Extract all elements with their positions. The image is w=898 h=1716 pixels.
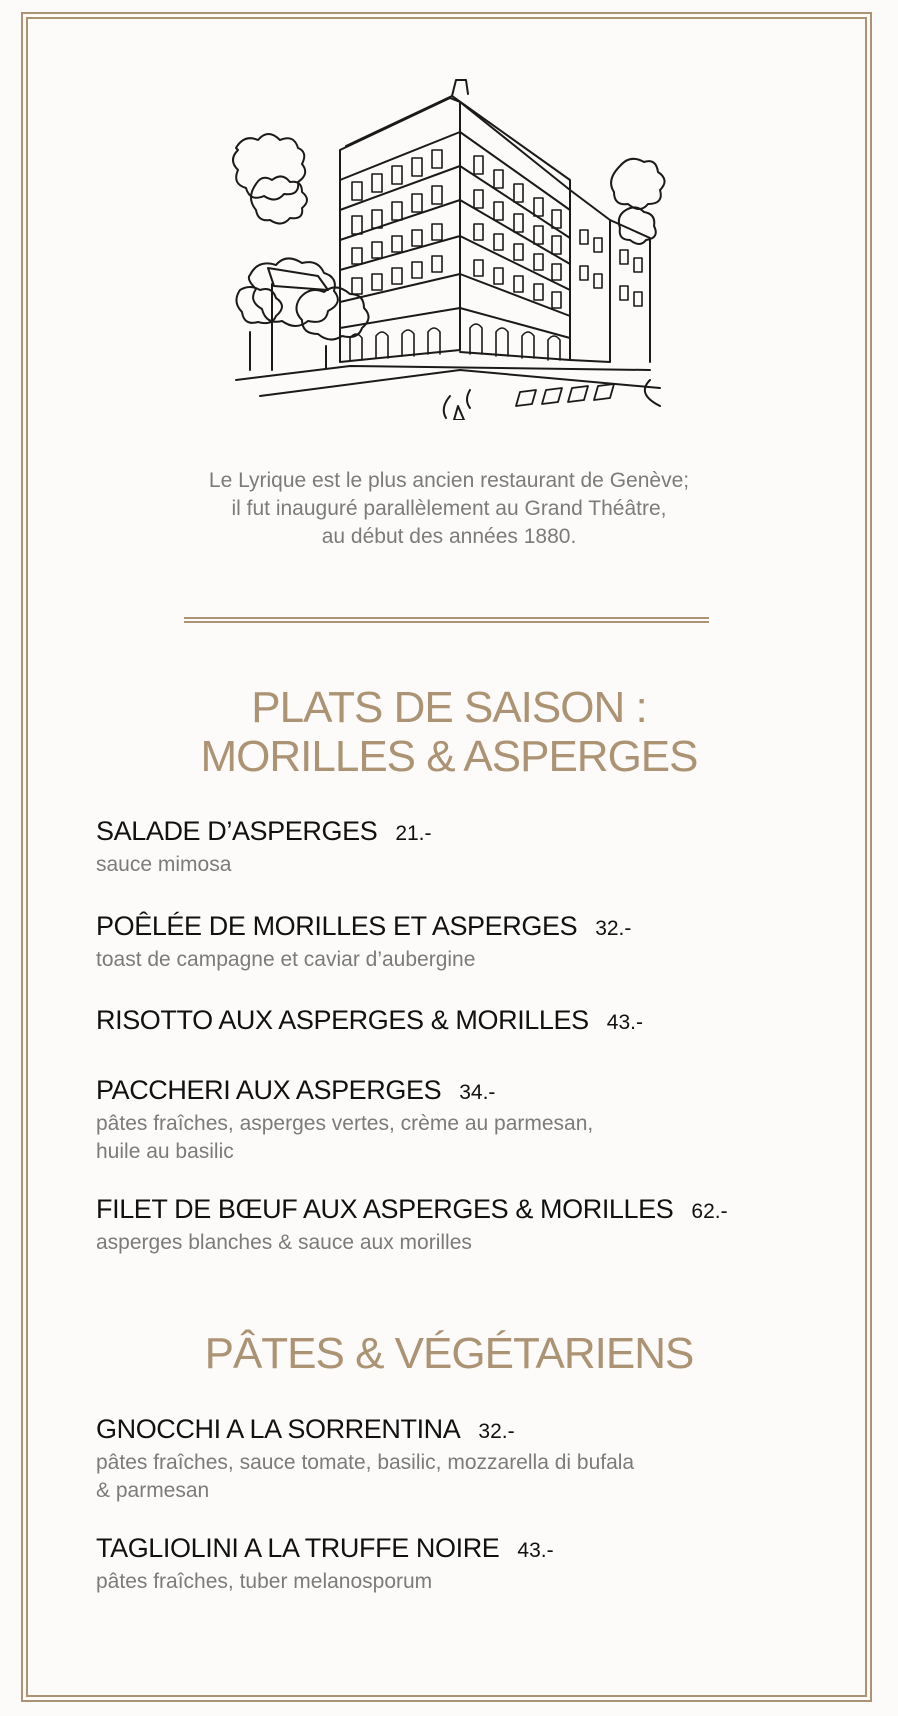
menu-item [96, 1004, 736, 1039]
building-illustration [230, 70, 670, 420]
dish-price: 62.- [691, 1200, 728, 1223]
intro-line: il fut inauguré parallèlement au Grand Théâtre, [231, 497, 667, 520]
dish-description-line: & parmesan [96, 1479, 210, 1502]
section-title-line: MORILLES & ASPERGES [200, 732, 698, 781]
dish-description [96, 1449, 736, 1505]
section-title-pates-vegetariens [100, 1329, 798, 1378]
intro-line: au début des années 1880. [321, 525, 577, 548]
dish-description [96, 1110, 736, 1166]
dish-description: asperges blanches & sauce aux morilles [96, 1231, 472, 1254]
dish-description: toast de campagne et caviar d’aubergine [96, 948, 476, 971]
menu-item [96, 910, 736, 974]
menu-item [96, 1532, 736, 1596]
dish-price: 32.- [478, 1420, 515, 1443]
dish-name: FILET DE BŒUF AUX ASPERGES & MORILLES [96, 1194, 674, 1224]
section-title-line: PÂTES & VÉGÉTARIENS [204, 1329, 694, 1378]
dish-name: GNOCCHI A LA SORRENTINA [96, 1414, 461, 1444]
dish-price: 34.- [459, 1081, 496, 1104]
menu-item [96, 1074, 736, 1166]
dish-description: sauce mimosa [96, 853, 232, 876]
intro-line: Le Lyrique est le plus ancien restaurant de Genève; [208, 469, 690, 492]
dish-description-line: huile au basilic [96, 1140, 234, 1163]
section-title-plats-de-saison [100, 683, 798, 781]
menu-item [96, 1193, 736, 1257]
intro-text [120, 467, 778, 551]
dish-name: PACCHERI AUX ASPERGES [96, 1075, 442, 1105]
dish-name: POÊLÉE DE MORILLES ET ASPERGES [96, 911, 578, 941]
dish-price: 21.- [395, 822, 432, 845]
dish-name: SALADE D’ASPERGES [96, 816, 378, 846]
dish-description: pâtes fraîches, tuber melanosporum [96, 1570, 433, 1593]
dish-name: TAGLIOLINI A LA TRUFFE NOIRE [96, 1533, 500, 1563]
dish-price: 43.- [606, 1011, 643, 1034]
section-title-line: PLATS DE SAISON : [251, 683, 647, 732]
dish-price: 32.- [595, 917, 632, 940]
menu-item [96, 815, 736, 879]
dish-description-line: pâtes fraîches, asperges vertes, crème au parmesan, [96, 1112, 594, 1135]
dish-price: 43.- [517, 1539, 554, 1562]
menu-item [96, 1413, 736, 1505]
dish-description-line: pâtes fraîches, sauce tomate, basilic, mozzarella di bufala [96, 1451, 635, 1474]
double-divider [184, 617, 709, 623]
dish-name: RISOTTO AUX ASPERGES & MORILLES [96, 1005, 589, 1035]
